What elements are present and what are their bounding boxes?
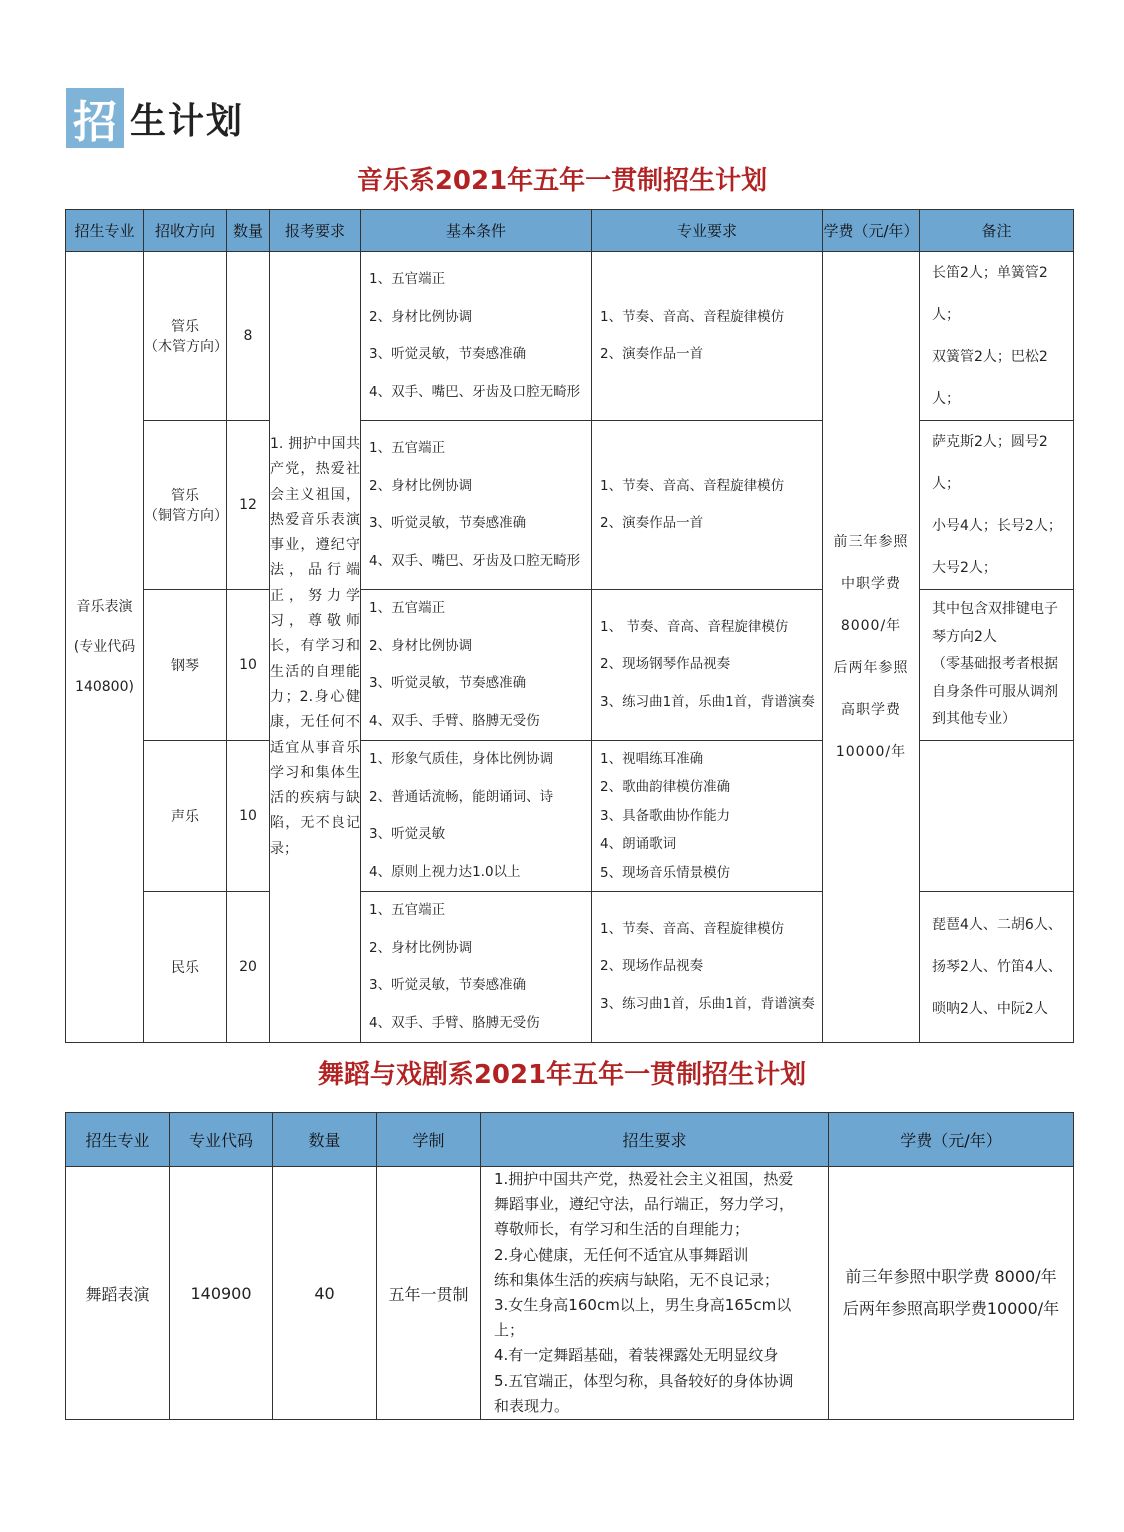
list-item: 和表现力。 <box>494 1396 570 1415</box>
list-item: 3、听觉灵敏，节奏感准确 <box>369 675 527 691</box>
col-header: 招收方向 <box>144 210 227 252</box>
fee-cell <box>829 1167 1074 1420</box>
note-line: 双簧管2人；巴松2人； <box>932 349 1048 407</box>
list-item: 2、歌曲韵律模仿准确 <box>600 779 731 796</box>
basic-cell <box>361 590 592 741</box>
note-cell <box>920 892 1074 1043</box>
list-item: 4、双手、嘴巴、牙齿及口腔无畸形 <box>369 552 581 569</box>
col-header: 学费（元/年） <box>829 1113 1074 1167</box>
note-line: 琵琶4人、二胡6人、 <box>932 917 1062 933</box>
list-item: 3、练习曲1首，乐曲1首，背谱演奏 <box>600 995 815 1012</box>
music-header-row <box>66 210 1074 252</box>
list-item: 1、形象气质佳，身体比例协调 <box>369 751 554 767</box>
list-item: 4、双手、手臂、胳膊无受伤 <box>369 712 540 729</box>
count-cell: 10 <box>227 741 270 892</box>
major-code-label: (专业代码 <box>73 639 136 655</box>
dance-section-title: 舞蹈与戏剧系2021年五年一贯制招生计划 <box>317 1060 807 1090</box>
table-row <box>66 741 1074 892</box>
list-item: 4、双手、手臂、胳膊无受伤 <box>369 1014 540 1031</box>
note-line: 长笛2人；单簧管2人； <box>932 265 1048 323</box>
direction-sub: （木管方向） <box>144 339 228 355</box>
count-cell: 8 <box>227 252 270 421</box>
music-table <box>65 209 1074 1043</box>
fee-line: 高职学费 <box>841 702 901 718</box>
major-cell <box>66 252 144 1043</box>
list-item: 1、五官端正 <box>369 440 446 456</box>
col-header: 招生专业 <box>66 1113 170 1167</box>
list-item: 3、听觉灵敏 <box>369 826 446 842</box>
col-header: 招生专业 <box>66 210 144 252</box>
count-cell: 10 <box>227 590 270 741</box>
note-line: （零基础报考者根据 <box>932 656 1058 673</box>
list-item: 3、听觉灵敏，节奏感准确 <box>369 346 527 362</box>
list-item: 练和集体生活的疾病与缺陷，无不良记录； <box>494 1270 780 1289</box>
list-item: 1、五官端正 <box>369 902 446 918</box>
direction-sub: （铜管方向） <box>144 508 228 524</box>
list-item: 3、听觉灵敏，节奏感准确 <box>369 977 527 993</box>
direction-name: 管乐 <box>171 488 199 504</box>
list-item: 2、身材比例协调 <box>369 308 473 325</box>
note-line: 其中包含双排键电子 <box>932 601 1058 618</box>
dance-header-row <box>66 1113 1074 1167</box>
prof-cell <box>592 590 823 741</box>
prof-cell <box>592 421 823 590</box>
list-item: 尊敬师长，有学习和生活的自理能力； <box>494 1220 750 1239</box>
col-header: 报考要求 <box>270 210 361 252</box>
col-header: 基本条件 <box>361 210 592 252</box>
fee-line: 后两年参照 <box>833 660 909 676</box>
table-row <box>66 421 1074 590</box>
basic-cell <box>361 252 592 421</box>
list-item: 1、节奏、音高、音程旋律模仿 <box>600 308 785 325</box>
table-row <box>66 892 1074 1043</box>
list-item: 3、具备歌曲协作能力 <box>600 807 731 824</box>
music-section-title: 音乐系2021年五年一贯制招生计划 <box>356 166 768 196</box>
list-item: 1.拥护中国共产党，热爱社会主义祖国，热爱 <box>494 1170 794 1188</box>
fee-line: 8000/年 <box>840 618 902 634</box>
major-cell: 舞蹈表演 <box>66 1167 170 1420</box>
basic-cell <box>361 421 592 590</box>
list-item: 3、练习曲1首，乐曲1首，背谱演奏 <box>600 693 815 710</box>
note-cell <box>920 421 1074 590</box>
fee-line: 10000/年 <box>835 744 907 760</box>
direction-cell <box>144 252 227 421</box>
col-header: 招生要求 <box>481 1113 829 1167</box>
header-highlight-char: 招 <box>66 88 124 148</box>
prof-cell <box>592 741 823 892</box>
list-item: 1、 节奏、音高、音程旋律模仿 <box>600 618 789 635</box>
note-line: 到其他专业） <box>932 711 1016 728</box>
list-item: 1、视唱练耳准确 <box>600 750 704 767</box>
direction-name: 民乐 <box>171 960 199 976</box>
fee-cell <box>823 252 920 1043</box>
list-item: 2、现场作品视奏 <box>600 958 704 975</box>
list-item: 2、演奏作品一首 <box>600 346 704 362</box>
list-item: 1、节奏、音高、音程旋律模仿 <box>600 477 785 494</box>
col-header: 学制 <box>377 1113 481 1167</box>
list-item: 2、演奏作品一首 <box>600 515 704 531</box>
fee-line: 前三年参照 <box>833 534 909 550</box>
fee-line: 后两年参照高职学费10000/年 <box>842 1299 1060 1319</box>
count-cell: 20 <box>227 892 270 1043</box>
basic-cell <box>361 741 592 892</box>
basic-cell <box>361 892 592 1043</box>
list-item: 4.有一定舞蹈基础，着装裸露处无明显纹身 <box>494 1346 779 1365</box>
list-item: 2、身材比例协调 <box>369 939 473 956</box>
col-header: 学费（元/年） <box>823 210 920 252</box>
requirement-cell <box>481 1167 829 1420</box>
direction-cell <box>144 741 227 892</box>
list-item: 5、现场音乐情景模仿 <box>600 864 731 881</box>
count-cell: 12 <box>227 421 270 590</box>
table-row <box>66 590 1074 741</box>
fee-line: 中职学费 <box>841 576 901 592</box>
list-item: 5.五官端正，体型匀称，具备较好的身体协调 <box>494 1371 794 1390</box>
page-header <box>66 88 244 148</box>
note-line: 唢呐2人、中阮2人 <box>932 1001 1048 1017</box>
col-header: 专业代码 <box>170 1113 273 1167</box>
list-item: 2、身材比例协调 <box>369 477 473 494</box>
col-header: 专业要求 <box>592 210 823 252</box>
note-line: 大号2人； <box>932 560 997 576</box>
note-line: 小号4人；长号2人； <box>932 518 1062 534</box>
note-line: 萨克斯2人；圆号2人； <box>932 434 1048 492</box>
col-header: 备注 <box>920 210 1074 252</box>
list-item: 1、五官端正 <box>369 600 446 616</box>
fee-line: 前三年参照中职学费 8000/年 <box>845 1267 1057 1287</box>
list-item: 1、五官端正 <box>369 271 446 287</box>
list-item: 2、身材比例协调 <box>369 637 473 654</box>
direction-cell <box>144 421 227 590</box>
prof-cell <box>592 252 823 421</box>
requirement-cell: 1. 拥护中国共产党，热爱社会主义祖国，热爱音乐表演事业，遵纪守法，品行端正，努力学习，尊敬师长，有学习和生活的自理能力；2.身心健康，无任何不适宜从事音乐学习和集体生活的疾病与缺陷，无不良记录； <box>270 252 361 1043</box>
system-cell: 五年一贯制 <box>377 1167 481 1420</box>
table-row <box>66 1167 1074 1420</box>
col-header: 数量 <box>273 1113 377 1167</box>
list-item: 2.身心健康，无任何不适宜从事舞蹈训 <box>494 1245 749 1264</box>
direction-name: 钢琴 <box>171 658 199 674</box>
note-cell <box>920 252 1074 421</box>
list-item: 1、节奏、音高、音程旋律模仿 <box>600 920 785 937</box>
list-item: 舞蹈事业，遵纪守法，品行端正，努力学习， <box>494 1195 795 1214</box>
major-name: 音乐表演 <box>76 599 133 615</box>
list-item: 4、双手、嘴巴、牙齿及口腔无畸形 <box>369 383 581 400</box>
list-item: 4、原则上视力达1.0以上 <box>369 863 521 880</box>
direction-cell <box>144 892 227 1043</box>
note-cell <box>920 741 1074 892</box>
code-cell: 140900 <box>170 1167 273 1420</box>
list-item: 4、朗诵歌词 <box>600 836 677 853</box>
note-line: 自身条件可服从调剂 <box>932 683 1058 700</box>
major-code: 140800) <box>75 679 134 695</box>
dance-table <box>65 1112 1074 1420</box>
col-header: 数量 <box>227 210 270 252</box>
note-cell <box>920 590 1074 741</box>
prof-cell <box>592 892 823 1043</box>
direction-cell <box>144 590 227 741</box>
note-line: 琴方向2人 <box>932 628 997 645</box>
table-row <box>66 252 1074 421</box>
list-item: 3、听觉灵敏，节奏感准确 <box>369 515 527 531</box>
list-item: 2、普通话流畅，能朗诵词、诗 <box>369 788 554 805</box>
direction-name: 声乐 <box>171 809 199 825</box>
direction-name: 管乐 <box>171 319 199 335</box>
list-item: 2、现场钢琴作品视奏 <box>600 656 731 673</box>
list-item: 3.女生身高160cm以上，男生身高165cm以上； <box>494 1296 792 1340</box>
note-line: 扬琴2人、竹笛4人、 <box>932 959 1062 975</box>
header-title-rest: 生计划 <box>130 100 245 142</box>
count-cell: 40 <box>273 1167 377 1420</box>
